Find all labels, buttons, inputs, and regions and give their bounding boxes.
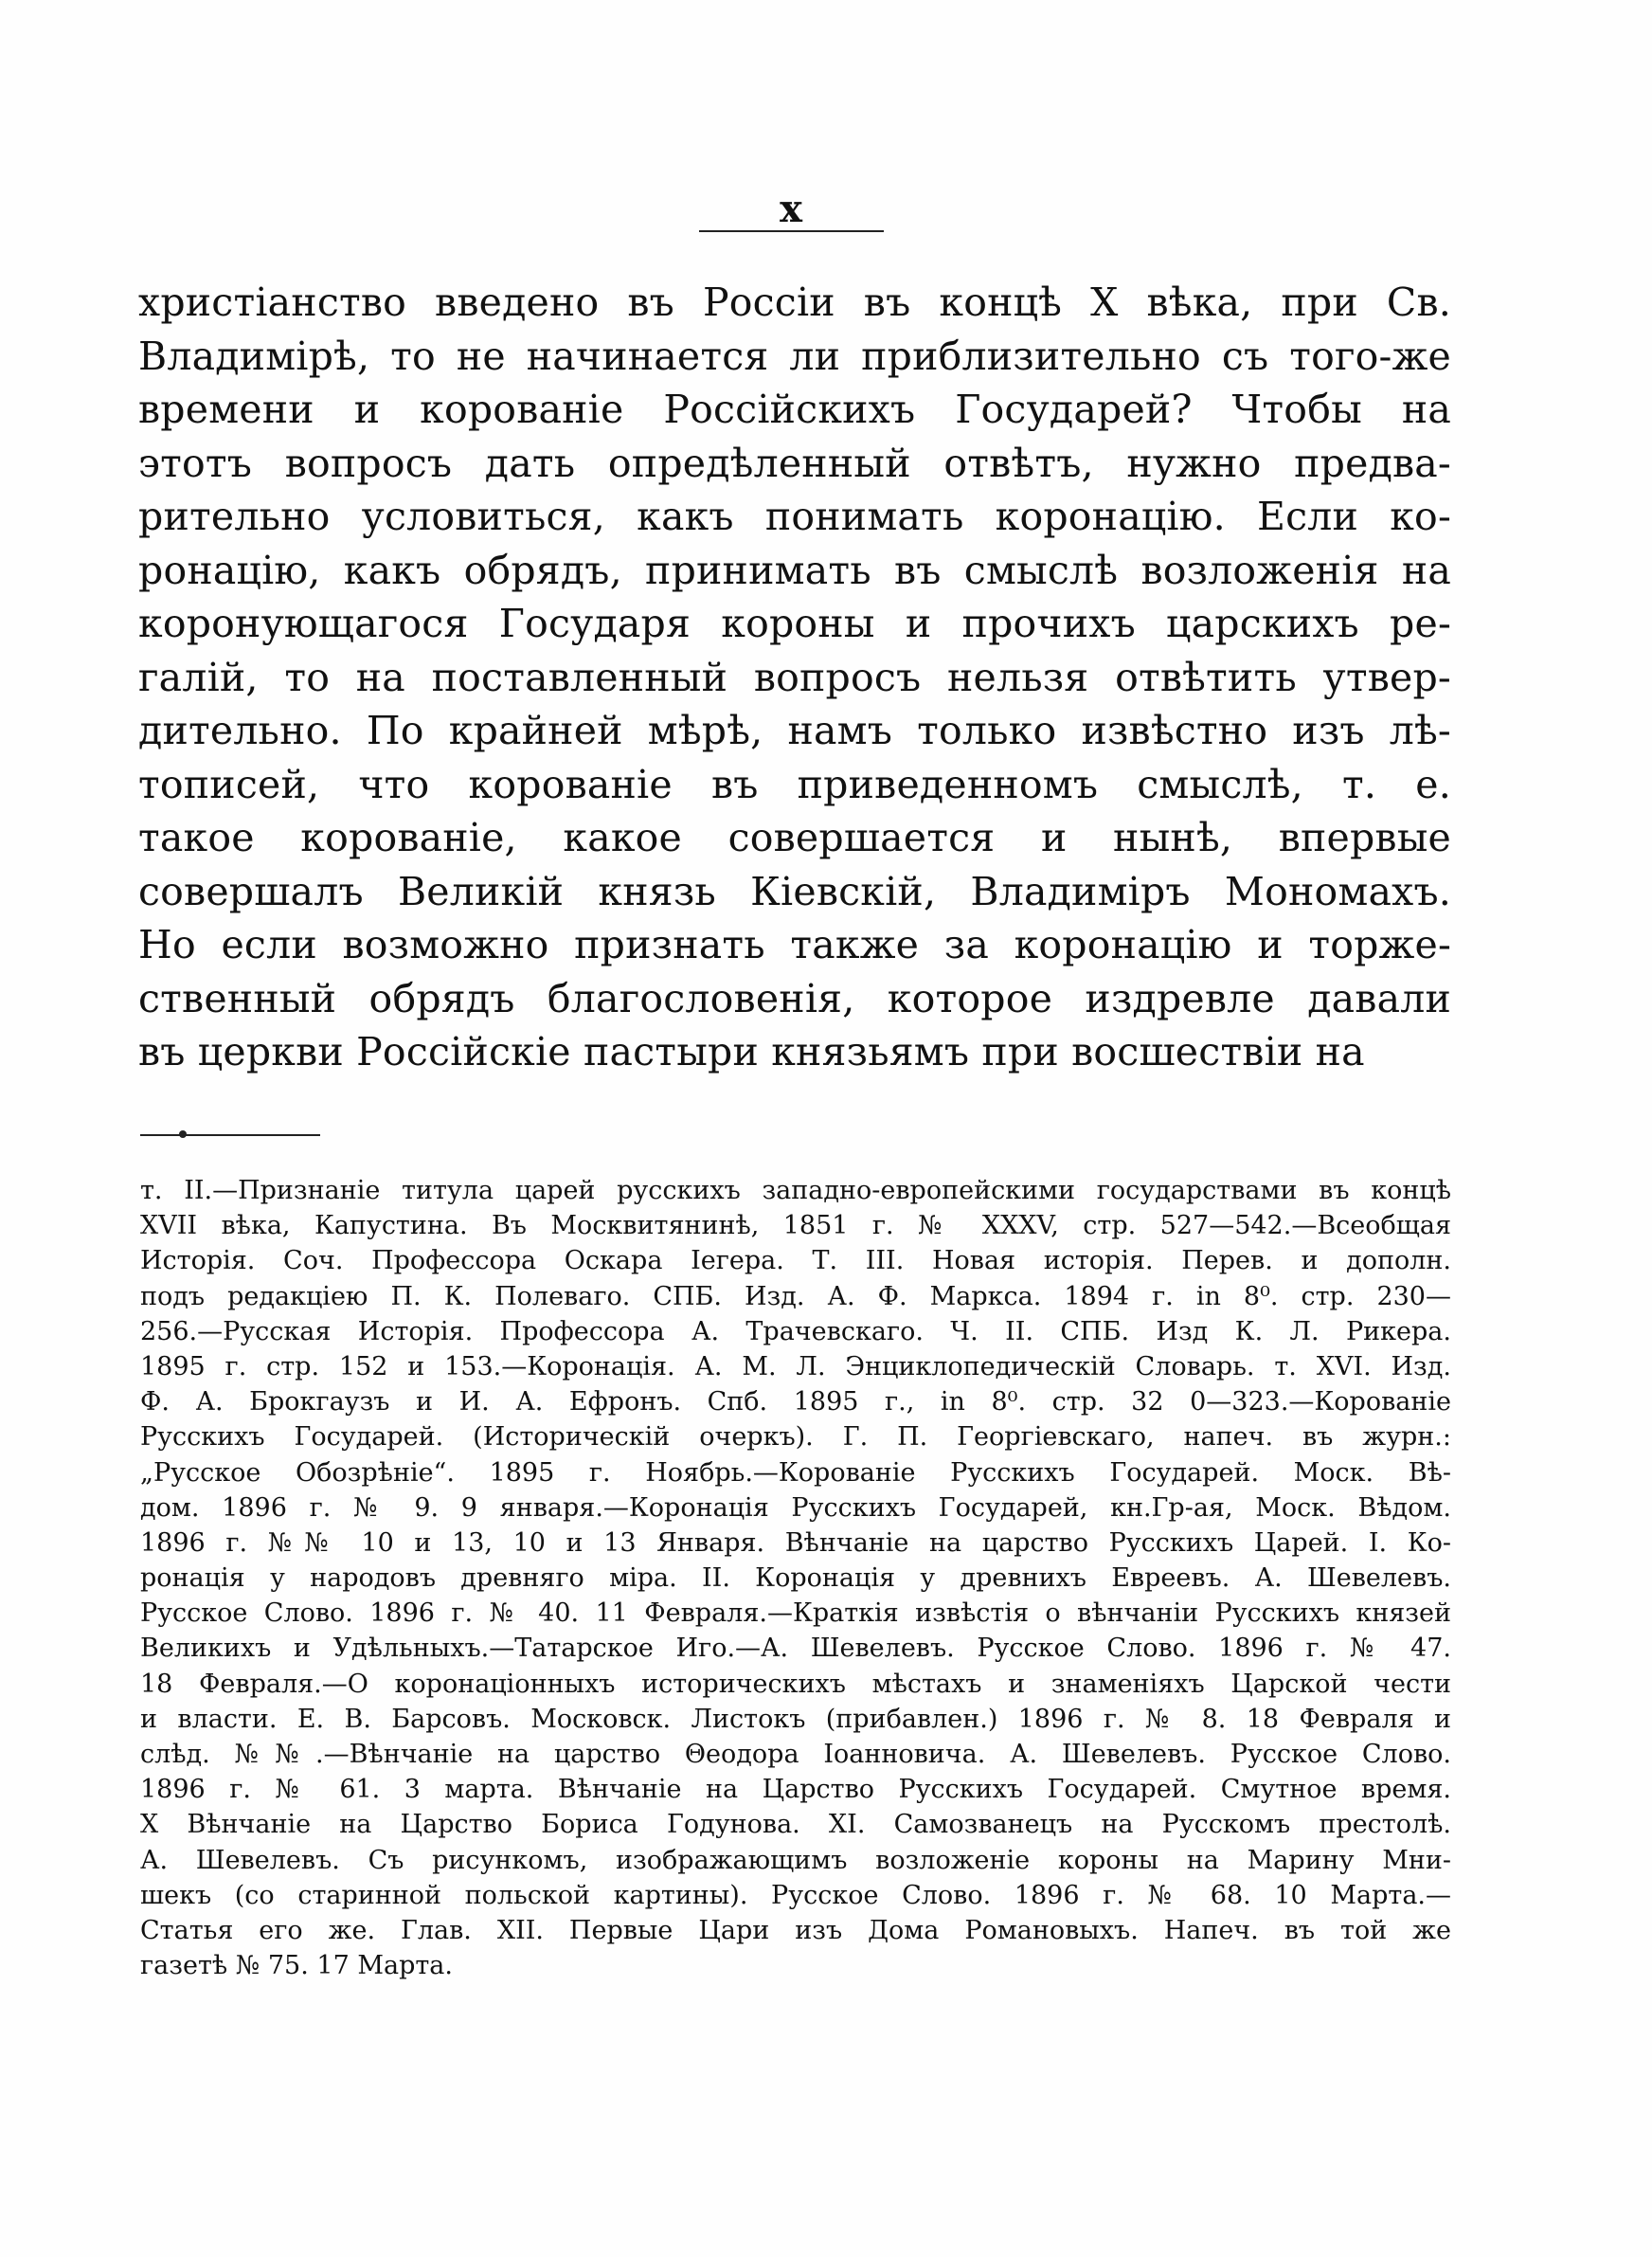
page-number: х	[780, 187, 802, 231]
footnote-line: Х Вѣнчаніе на Царство Бориса Годунова. XI. Самозванецъ на Русскомъ престолѣ.	[140, 1810, 1451, 1840]
footnote-separator-dot	[179, 1130, 187, 1138]
footnote-line: газетѣ № 75. 17 Марта.	[140, 1951, 453, 1981]
footnote-line: Статья его же. Глав. XII. Первые Цари изъ Дома Романовыхъ. Напеч. въ той же	[140, 1915, 1451, 1945]
main-text-line: въ церкви Россійскіе пастыри князьямъ при восшествіи на	[138, 1029, 1365, 1074]
main-text-line: рительно условиться, какъ понимать коронацію. Если ко-	[138, 494, 1451, 539]
footnote-line: Ф. А. Брокгаузъ и И. А. Ефронъ. Спб. 1895 г., in 8⁰. стр. 32 0—323.—Корованіе	[140, 1387, 1451, 1417]
footnote-line: „Русское Обозрѣніе“. 1895 г. Ноябрь.—Корованіе Русскихъ Государей. Моск. Вѣ-	[140, 1457, 1451, 1488]
main-text-line: времени и корованіе Россійскихъ Государей? Чтобы на	[138, 387, 1451, 432]
main-text-line: этотъ вопросъ дать опредѣленный отвѣтъ, нужно предва-	[138, 440, 1451, 486]
footnote-line: дом. 1896 г. № 9. 9 января.—Коронація Русскихъ Государей, кн.Гр-ая, Моск. Вѣдом.	[140, 1492, 1451, 1523]
main-text-block	[138, 276, 1451, 1079]
footnote-line: Исторія. Соч. Профессора Оскара Іегера. Т. III. Новая исторія. Перев. и дополн.	[140, 1246, 1451, 1276]
footnote-line: Русское Слово. 1896 г. № 40. 11 Февраля.—Краткія извѣстія о вѣнчаніи Русскихъ князей	[140, 1598, 1451, 1629]
footnote-line: слѣд. №№.—Вѣнчаніе на царство Θеодора Іоанновича. А. Шевелевъ. Русское Слово.	[140, 1740, 1451, 1769]
header-rule	[699, 230, 884, 232]
footnote-line: Великихъ и Удѣльныхъ.—Татарское Иго.—А. Шевелевъ. Русское Слово. 1896 г. № 47.	[140, 1634, 1451, 1664]
footnote-line: 1896 г. № 61. 3 марта. Вѣнчаніе на Царство Русскихъ Государей. Смутное время.	[140, 1775, 1451, 1805]
main-text-line: Владимірѣ, то не начинается ли приблизительно съ того-же	[138, 333, 1451, 379]
footnote-line: 256.—Русская Исторія. Профессора А. Трачевскаго. Ч. II. СПБ. Изд К. Л. Рикера.	[140, 1316, 1451, 1346]
main-text-line: коронующагося Государя короны и прочихъ царскихъ ре-	[138, 601, 1451, 646]
footnote-line: XVII вѣка, Капустина. Въ Москвитянинѣ, 1851 г. № XXXV, стр. 527—542.—Всеобщая	[140, 1211, 1451, 1241]
footnote-line: подъ редакціею П. К. Полеваго. СПБ. Изд. А. Ф. Маркса. 1894 г. in 8⁰. стр. 230—	[140, 1281, 1451, 1311]
main-text-line: ственный обрядъ благословенія, которое издревле давали	[138, 975, 1451, 1021]
footnote-line: Русскихъ Государей. (Историческій очеркъ). Г. П. Георгіевскаго, напеч. въ журн.:	[140, 1422, 1451, 1453]
footnote-line: и власти. Е. В. Барсовъ. Московск. Листокъ (прибавлен.) 1896 г. № 8. 18 Февраля и	[140, 1704, 1451, 1734]
footnote-separator	[140, 1134, 320, 1136]
footnote-line: шекъ (со старинной польской картины). Русское Слово. 1896 г. № 68. 10 Марта.—	[140, 1880, 1451, 1910]
main-text-line: галій, то на поставленный вопросъ нельзя отвѣтить утвер-	[138, 654, 1451, 700]
main-text-line: дительно. По крайней мѣрѣ, намъ только извѣстно изъ лѣ-	[138, 708, 1451, 753]
main-text-line: такое корованіе, какое совершается и нынѣ, впервые	[138, 815, 1451, 860]
footnote-line: 18 Февраля.—О коронаціонныхъ историческихъ мѣстахъ и знаменіяхъ Царской чести	[140, 1669, 1451, 1699]
main-text-line: Но если возможно признать также за коронацію и торже-	[138, 922, 1451, 967]
main-text-line: ронацію, какъ обрядъ, принимать въ смыслѣ возложенія на	[138, 547, 1451, 593]
main-text-line: тописей, что корованіе въ приведенномъ смыслѣ, т. е.	[138, 761, 1451, 807]
footnote-block	[140, 1173, 1451, 1983]
footnote-line: т. II.—Признаніе титула царей русскихъ западно-европейскими государствами въ концѣ	[140, 1176, 1451, 1205]
footnote-line: А. Шевелевъ. Съ рисункомъ, изображающимъ возложеніе короны на Марину Мни-	[140, 1845, 1451, 1875]
footnote-line: 1895 г. стр. 152 и 153.—Коронація. А. М. Л. Энциклопедическій Словарь. т. XVI. Изд.	[140, 1351, 1451, 1381]
main-text-line: совершалъ Великій князь Кіевскій, Владиміръ Мономахъ.	[138, 868, 1451, 914]
footnote-line: ронація у народовъ древняго міра. II. Коронація у древнихъ Евреевъ. А. Шевелевъ.	[140, 1563, 1451, 1594]
main-text-line: христіанство введено въ Россіи въ концѣ Х вѣка, при Св.	[138, 280, 1451, 325]
footnote-line: 1896 г. №№ 10 и 13, 10 и 13 Января. Вѣнчаніе на царство Русскихъ Царей. I. Ко-	[140, 1527, 1451, 1558]
